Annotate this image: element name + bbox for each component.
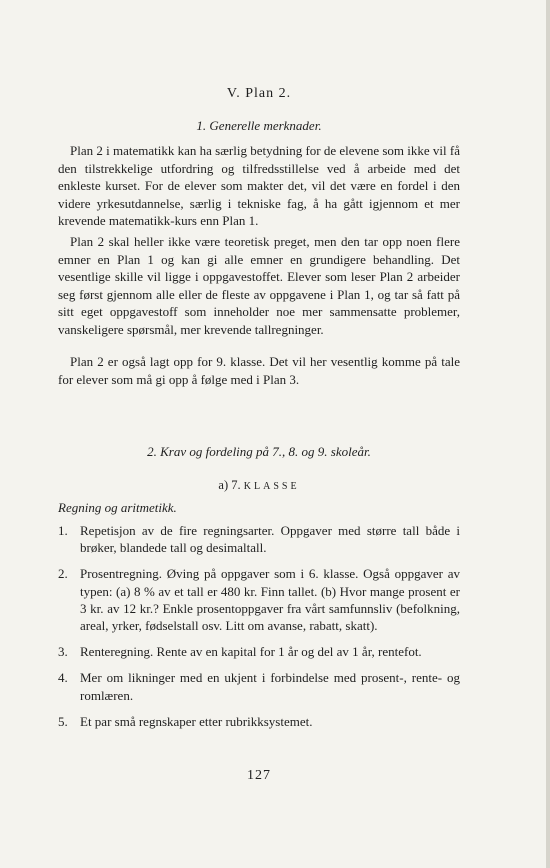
list-item [58,669,460,703]
list-item-number: 5. [58,713,68,729]
book-page [58,0,460,868]
list-item-text: Renteregning. Rente av en kapital for 1 år og del av 1 år, rentefot. [80,644,422,660]
page-edge [546,0,550,868]
list-item [58,522,460,556]
list-item-number: 2. [58,566,68,582]
paragraph-2: Plan 2 skal heller ikke være teoretisk preget, men den tar opp noen flere emner en Plan 1 og kan gi alle emner en grundigere behandling. Det vesentlige skille vil ligge i oppgavestoffet. Elever som leser Plan 2 arbeider seg først gjennom alle eller de fleste av oppgavene i Plan 1, og tar så fatt på sitt eget oppgavestoff som inneholder noe mer sammensatte problemer, vanskeligere spørsmål, mer krevende tallregninger. [58,234,460,337]
item-list [58,522,460,730]
page-number: 127 [247,768,271,783]
list-item [58,713,460,730]
list-item-text: Repetisjon av de fire regningsarter. Oppgaver med større tall både i brøker, blandede tall og desimaltall. [80,523,460,556]
subsection-title: Regning og aritmetikk. [58,500,177,515]
list-item-text: Mer om likninger med en ukjent i forbindelse med prosent-, rente- og romlæren. [80,670,460,703]
section-heading-general: 1. Generelle merknader. [196,118,322,133]
list-item-text: Et par små regnskaper etter rubrikksystemet. [80,713,313,729]
list-item [58,565,460,634]
class-heading-prefix: a) 7. [218,478,241,492]
list-item-number: 4. [58,670,68,686]
class-heading [58,478,460,493]
list-item [58,643,460,660]
chapter-heading: V. Plan 2. [226,86,292,101]
class-heading-label: KLASSE [243,481,300,492]
list-item-text: Prosentregning. Øving på oppgaver som i 6. klasse. Også oppgaver av typen: (a) 8 % av et tall er 480 kr. Finn tallet. (b) Hvor mange prosent er 3 kr. av 12 kr.? Enkle prosentoppgaver fra vårt samfunnsliv (befolkning, areal, yrker, fødselstall osv. Litt om avanse, rabatt, skatt). [80,566,460,634]
list-item-number: 3. [58,644,68,660]
section-heading-requirements: 2. Krav og fordeling på 7., 8. og 9. skoleår. [147,444,371,459]
list-item-number: 1. [58,523,68,538]
paragraph-3: Plan 2 er også lagt opp for 9. klasse. Det vil her vesentlig komme på tale for elever som må gi opp å følge med i Plan 3. [58,354,460,387]
paragraph-1: Plan 2 i matematikk kan ha særlig betydning for de elevene som ikke vil få den tilstrekkelige utfordring og tilfredsstillelse ved å arbeide med det enkleste kurset. For de elever som makter det, vil det være en fordel i den videre yrkesutdannelse, særlig i tekniske fag, å ha gått igjennom et mer krevende matematikk-kurs enn Plan 1. [58,143,460,229]
